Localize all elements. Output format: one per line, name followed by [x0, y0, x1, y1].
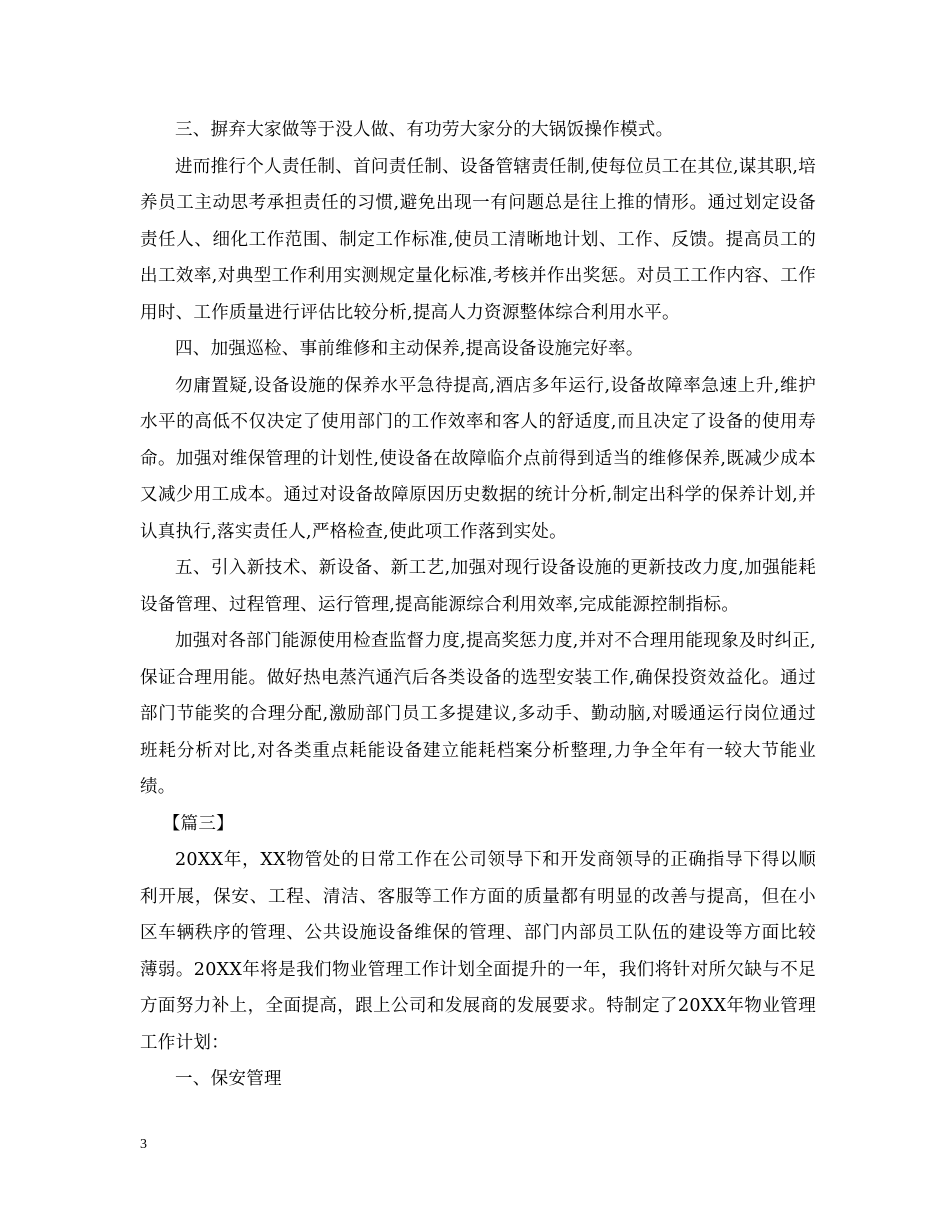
body-paragraph: 加强对各部门能源使用检查监督力度,提高奖惩力度,并对不合理用能现象及时纠正,保证合理用能。做好热电蒸汽通汽后各类设备的选型安装工作,确保投资效益化。通过部门节能奖的合理分配,激励部门员工多提建议,多动手、勤动脑,对暖通运行岗位通过班耗分析对比,对各类重点耗能设备建立能耗档案分析整理,力争全年有一较大节能业绩。: [140, 631, 816, 797]
page-number: 3: [140, 1137, 147, 1152]
chapter-title: 【篇三】: [162, 813, 234, 834]
body-paragraph: 勿庸置疑,设备设施的保养水平急待提高,酒店多年运行,设备故障率急速上升,维护水平的高低不仅决定了使用部门的工作效率和客人的舒适度,而且决定了设备的使用寿命。加强对维保管理的计划性,使设备在故障临介点前得到适当的维修保养,既减少成本又减少用工成本。通过对设备故障原因历史数据的统计分析,制定出科学的保养计划,并认真执行,落实责任人,严格检查,使此项工作落到实处。: [140, 375, 816, 542]
section-heading-3: 三、摒弃大家做等于没人做、有功劳大家分的大锅饭操作模式。: [175, 120, 674, 140]
section-heading-1: 一、保安管理: [175, 1069, 282, 1089]
section-heading-4: 四、加强巡检、事前维修和主动保养,提高设备设施完好率。: [175, 339, 644, 359]
document-body: [140, 112, 816, 1098]
body-paragraph: 进而推行个人责任制、首问责任制、设备管辖责任制,使每位员工在其位,谋其职,培养员工主动思考承担责任的习惯,避免出现一有问题总是往上推的情形。通过划定设备责任人、细化工作范围、制定工作标准,使员工清晰地计划、工作、反馈。提高员工的出工效率,对典型工作利用实测规定量化标准,考核并作出奖惩。对员工工作内容、工作用时、工作质量进行评估比较分析,提高人力资源整体综合利用水平。: [140, 156, 816, 323]
section-heading-5: 五、引入新技术、新设备、新工艺,加强对现行设备设施的更新技改力度,加强能耗设备管理、过程管理、运行管理,提高能源综合利用效率,完成能源控制指标。: [140, 558, 816, 615]
body-paragraph: 20XX年，XX物管处的日常工作在公司领导下和开发商领导的正确指导下得以顺利开展，保安、工程、清洁、客服等工作方面的质量都有明显的改善与提高，但在小区车辆秩序的管理、公共设施设备维保的管理、部门内部员工队伍的建设等方面比较薄弱。20XX年将是我们物业管理工作计划全面提升的一年，我们将针对所欠缺与不足方面努力补上，全面提高，跟上公司和发展商的发展要求。特制定了20XX年物业管理工作计划：: [140, 850, 816, 1053]
